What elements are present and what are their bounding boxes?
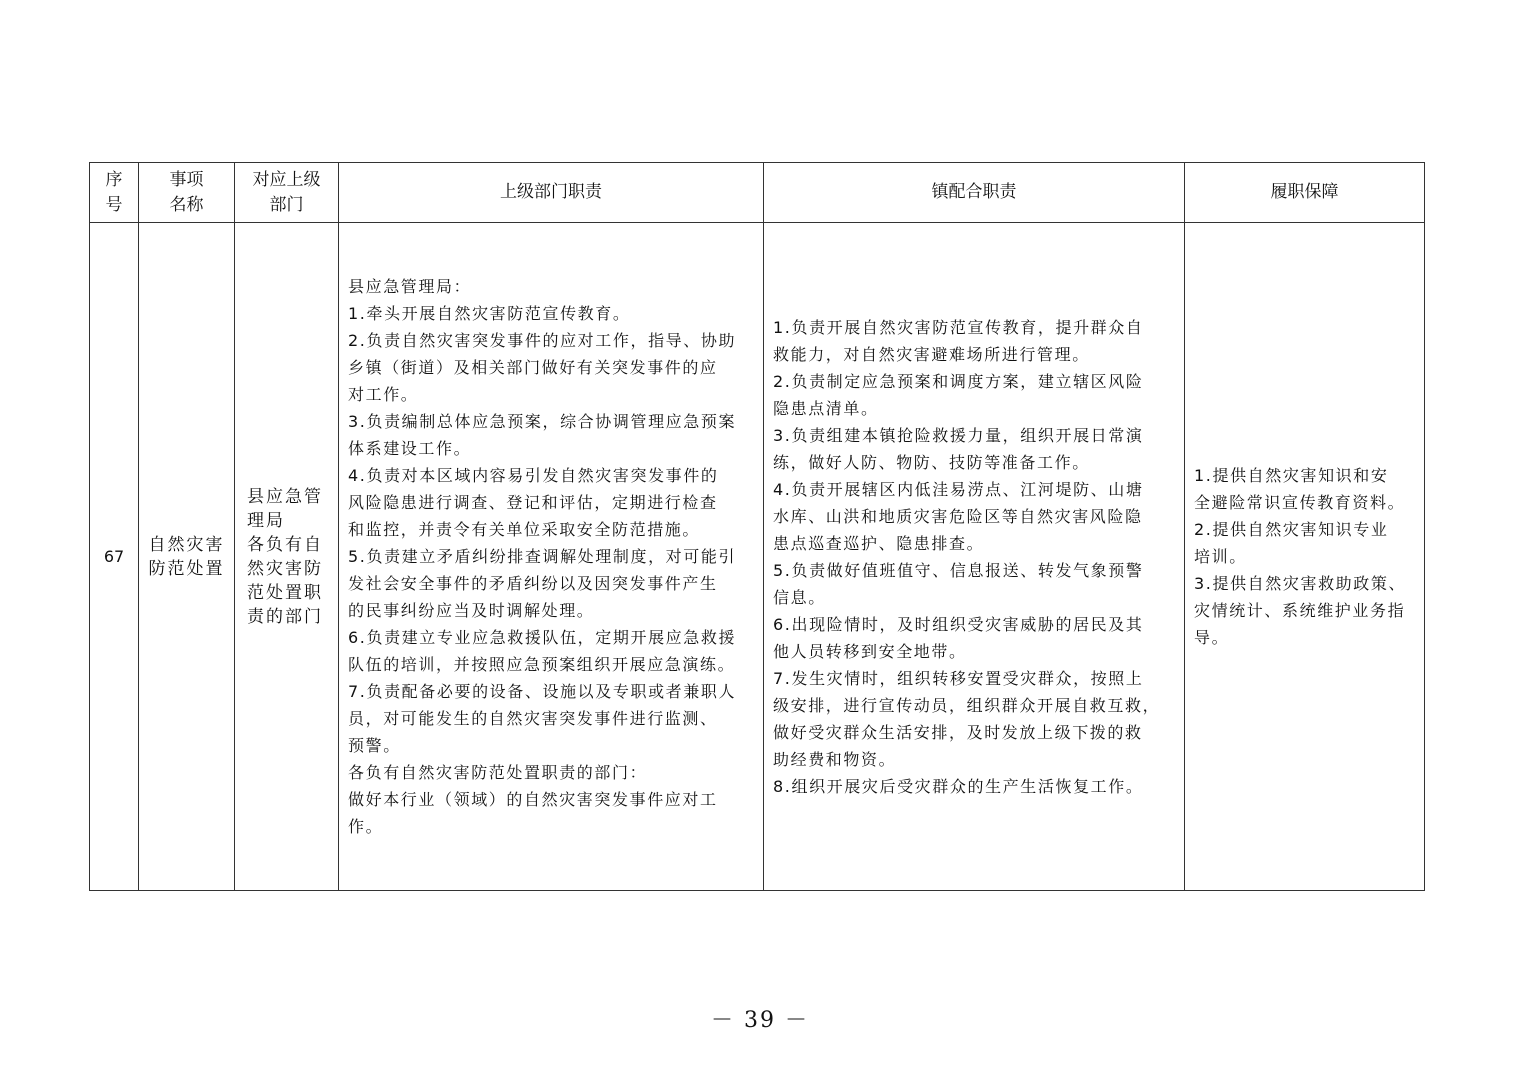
town-duty-line: 做好受灾群众生活安排，及时发放上级下拨的救	[773, 722, 1143, 742]
header-guarantee: 履职保障	[1185, 163, 1425, 223]
town-duty-line: 隐患点清单。	[773, 398, 879, 418]
superior-duty-line: 做好本行业（领域）的自然灾害突发事件应对工	[348, 790, 718, 809]
superior-duty-line: 对工作。	[348, 385, 419, 404]
duty-table	[89, 162, 1425, 891]
superior-duty-line: 1.牵头开展自然灾害防范宣传教育。	[348, 304, 631, 323]
header-superior-dept-line: 部门	[269, 194, 304, 215]
superior-duty-line: 风险隐患进行调查、登记和评估，定期进行检查	[348, 493, 718, 512]
superior-duty-line: 作。	[348, 817, 384, 836]
superior-duty-line: 体系建设工作。	[348, 439, 472, 458]
item-name-line: 自然灾害	[148, 534, 225, 555]
town-duty-line: 水库、山洪和地质灾害危险区等自然灾害风险隐	[773, 506, 1143, 526]
town-duty-line: 5.负责做好值班值守、信息报送、转发气象预警	[773, 560, 1144, 580]
guarantee-line: 培训。	[1194, 547, 1247, 566]
page-number: － 39 －	[711, 1008, 809, 1033]
row-superior-dept	[235, 223, 339, 891]
item-name-line: 防范处置	[148, 558, 225, 579]
town-duty-line: 级安排，进行宣传动员，组织群众开展自救互救，	[773, 695, 1161, 715]
guarantee-line: 1.提供自然灾害知识和安	[1194, 466, 1389, 485]
row-seq: 67	[90, 223, 139, 891]
row-item-name	[139, 223, 235, 891]
town-duty-line: 练，做好人防、物防、技防等准备工作。	[773, 452, 1090, 472]
header-superior-duty: 上级部门职责	[339, 163, 764, 223]
town-duty-line: 2.负责制定应急预案和调度方案，建立辖区风险	[773, 371, 1144, 391]
superior-duty-line: 和监控，并责令有关单位采取安全防范措施。	[348, 520, 701, 539]
row-guarantee	[1185, 223, 1425, 891]
superior-dept-line: 然灾害防	[247, 558, 323, 579]
header-seq-line: 序	[105, 169, 123, 190]
guarantee-line: 灾情统计、系统维护业务指	[1194, 601, 1406, 620]
superior-duty-line: 员，对可能发生的自然灾害突发事件进行监测、	[348, 709, 718, 728]
town-duty-line: 7.发生灾情时，组织转移安置受灾群众，按照上	[773, 668, 1144, 688]
superior-dept-line: 范处置职	[247, 582, 323, 603]
town-duty-line: 救能力，对自然灾害避难场所进行管理。	[773, 344, 1090, 364]
guarantee-line: 2.提供自然灾害知识专业	[1194, 520, 1389, 539]
superior-duty-line: 县应急管理局：	[348, 277, 472, 296]
town-duty-line: 3.负责组建本镇抢险救援力量，组织开展日常演	[773, 425, 1144, 445]
town-duty-line: 1.负责开展自然灾害防范宣传教育，提升群众自	[773, 317, 1144, 337]
superior-duty-line: 乡镇（街道）及相关部门做好有关突发事件的应	[348, 358, 718, 377]
header-superior-dept	[235, 163, 339, 223]
guarantee-line: 导。	[1194, 628, 1230, 647]
town-duty-line: 他人员转移到安全地带。	[773, 641, 967, 661]
town-duty-line: 8.组织开展灾后受灾群众的生产生活恢复工作。	[773, 776, 1144, 796]
superior-duty-line: 各负有自然灾害防范处置职责的部门：	[348, 763, 648, 782]
header-item-name	[139, 163, 235, 223]
town-duty-line: 信息。	[773, 587, 826, 607]
town-duty-line: 4.负责开展辖区内低洼易涝点、江河堤防、山塘	[773, 479, 1144, 499]
guarantee-line: 全避险常识宣传教育资料。	[1194, 493, 1406, 512]
superior-dept-line: 各负有自	[247, 534, 323, 555]
superior-duty-line: 队伍的培训，并按照应急预案组织开展应急演练。	[348, 655, 736, 674]
superior-duty-line: 预警。	[348, 736, 401, 755]
superior-dept-line: 责的部门	[247, 606, 323, 627]
guarantee-line: 3.提供自然灾害救助政策、	[1194, 574, 1407, 593]
header-superior-dept-line: 对应上级	[252, 169, 321, 190]
header-town-duty: 镇配合职责	[764, 163, 1185, 223]
row-town-duty	[764, 223, 1185, 891]
town-duty-line: 患点巡查巡护、隐患排查。	[773, 533, 985, 553]
superior-duty-line: 5.负责建立矛盾纠纷排查调解处理制度，对可能引	[348, 547, 737, 566]
superior-duty-line: 3.负责编制总体应急预案，综合协调管理应急预案	[348, 412, 737, 431]
town-duty-line: 助经费和物资。	[773, 749, 897, 769]
table-row	[90, 223, 1425, 891]
town-duty-line: 6.出现险情时，及时组织受灾害威胁的居民及其	[773, 614, 1144, 634]
header-item-name-line: 事项	[169, 169, 204, 190]
superior-duty-line: 的民事纠纷应当及时调解处理。	[348, 601, 595, 620]
superior-duty-line: 2.负责自然灾害突发事件的应对工作，指导、协助	[348, 331, 737, 350]
superior-duty-line: 发社会安全事件的矛盾纠纷以及因突发事件产生	[348, 574, 718, 593]
superior-dept-line: 理局	[247, 510, 285, 531]
header-item-name-line: 名称	[169, 194, 204, 215]
header-seq-line: 号	[105, 194, 123, 215]
row-superior-duty	[339, 223, 764, 891]
header-seq	[90, 163, 139, 223]
superior-dept-line: 县应急管	[247, 486, 323, 507]
header-row	[90, 163, 1425, 223]
superior-duty-line: 6.负责建立专业应急救援队伍，定期开展应急救援	[348, 628, 737, 647]
superior-duty-line: 7.负责配备必要的设备、设施以及专职或者兼职人	[348, 682, 737, 701]
superior-duty-line: 4.负责对本区域内容易引发自然灾害突发事件的	[348, 466, 719, 485]
